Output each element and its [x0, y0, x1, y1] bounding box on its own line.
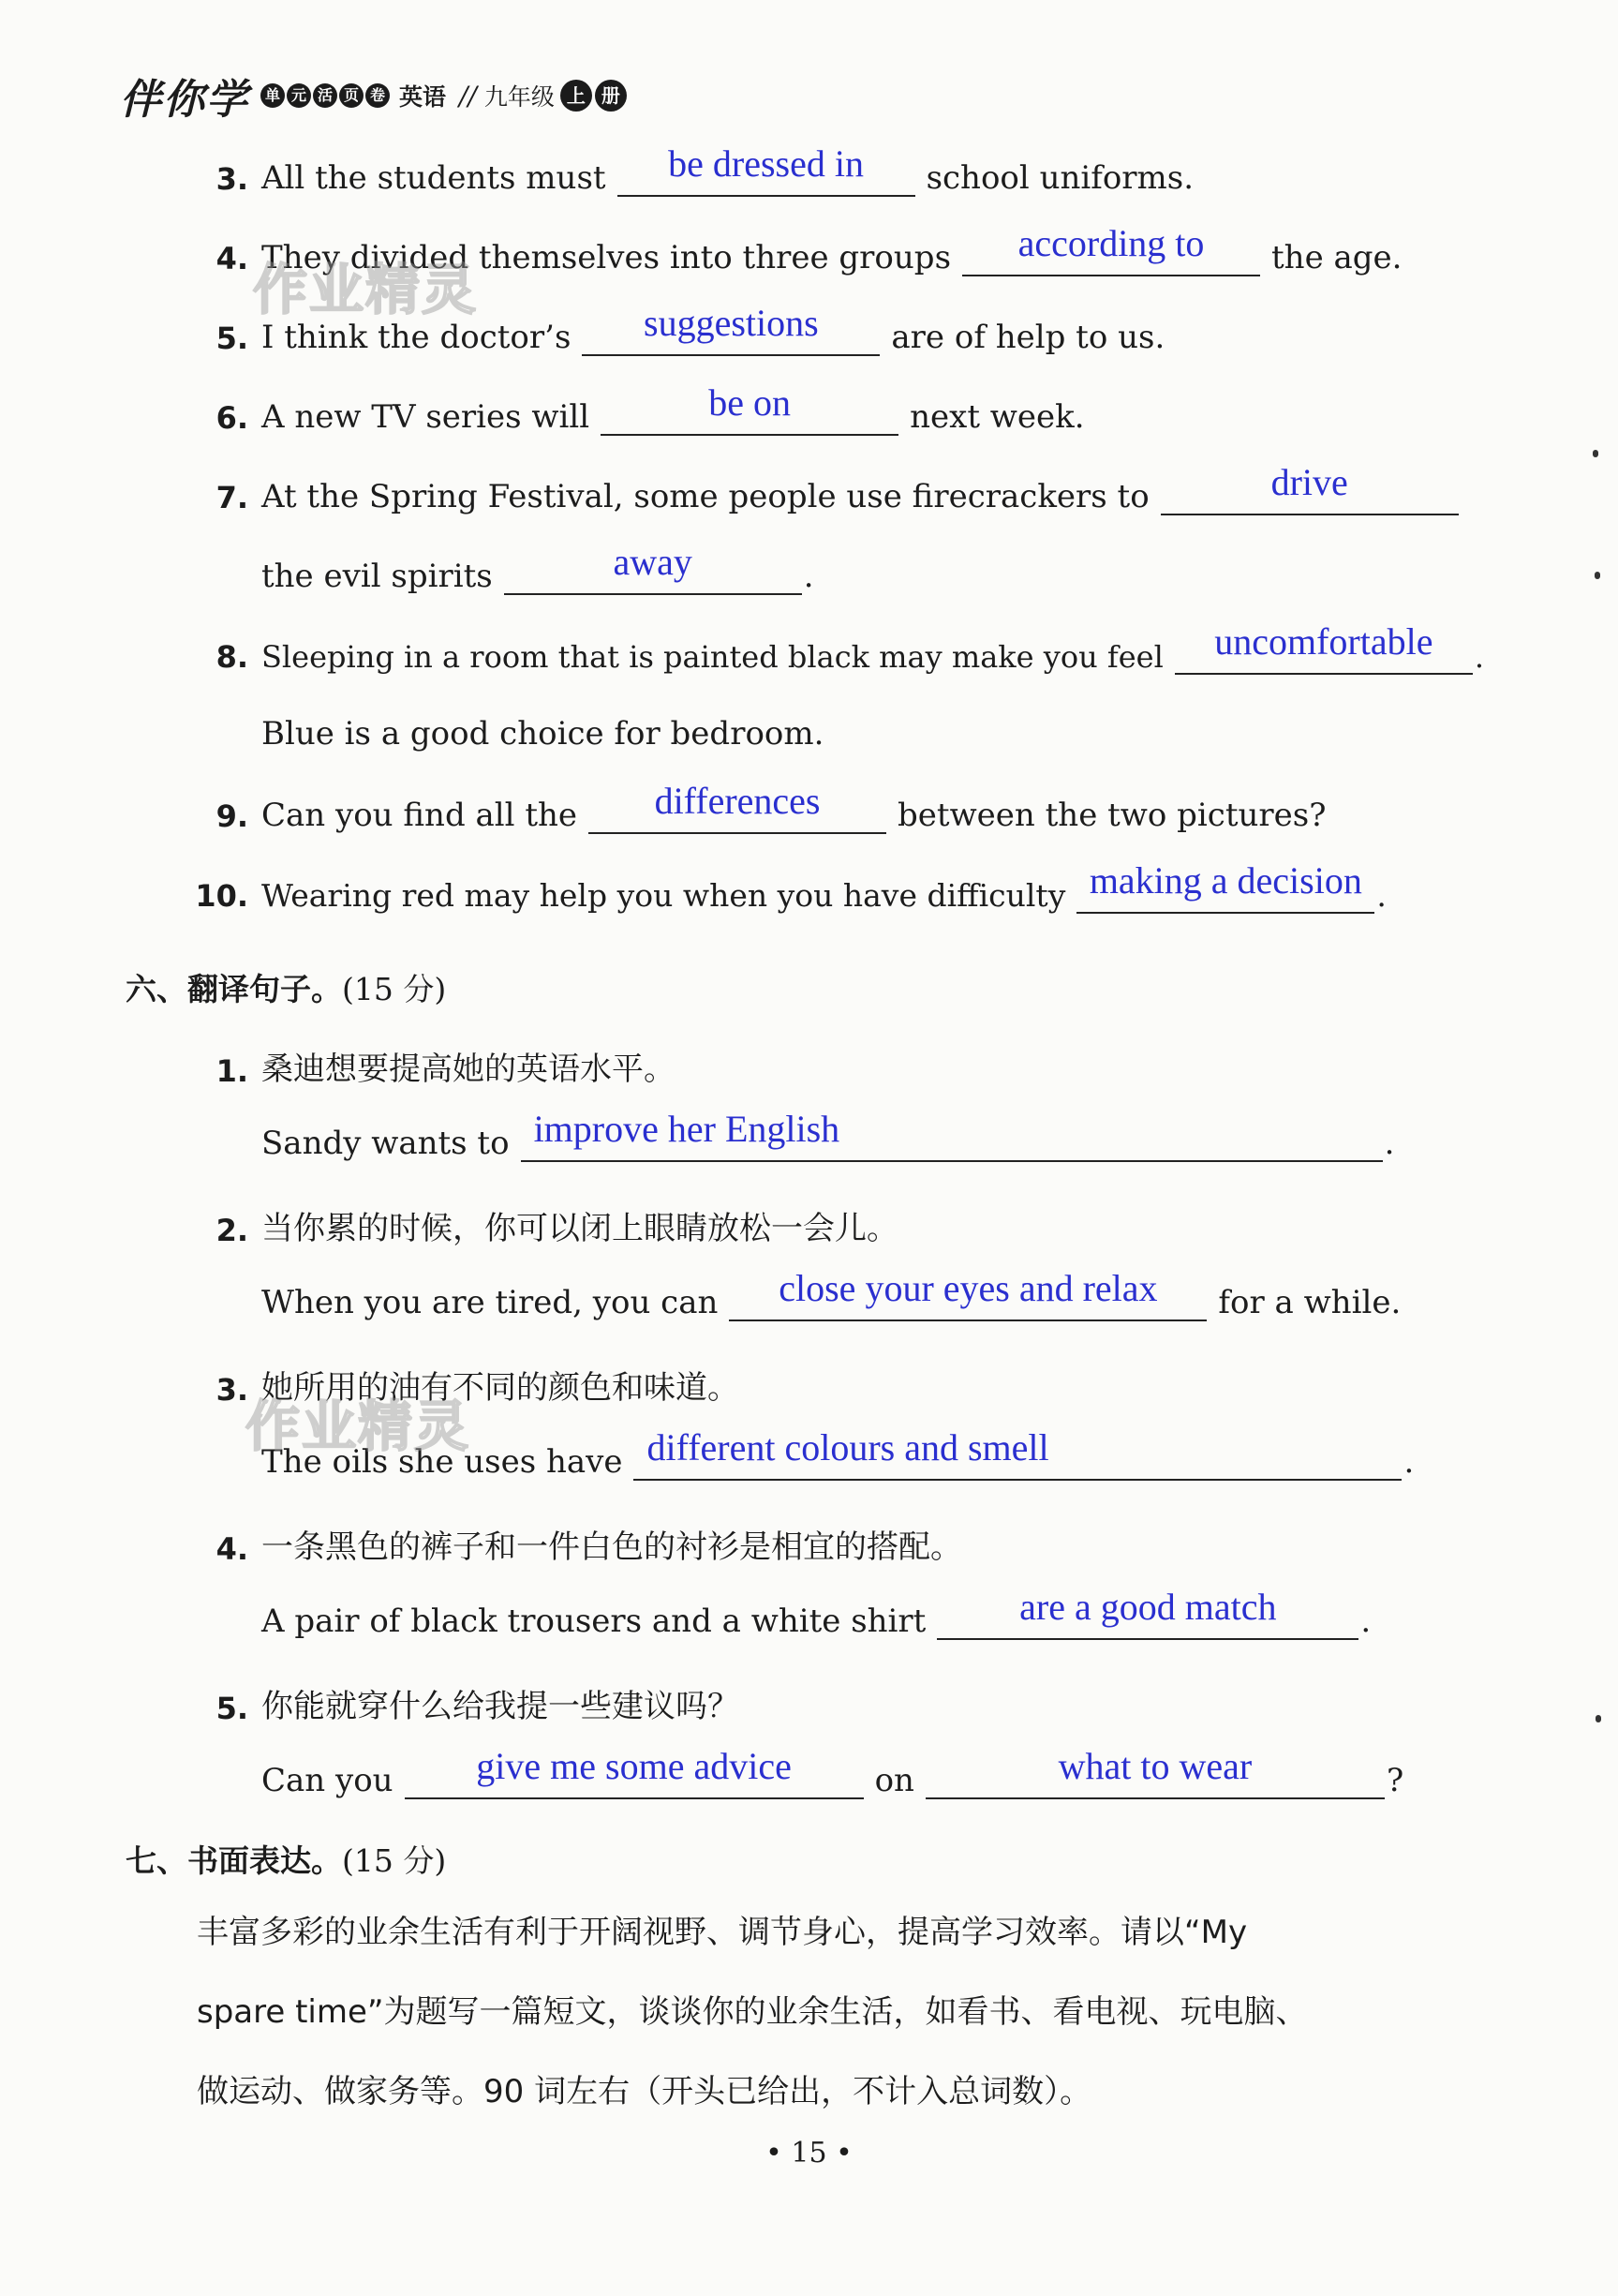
chinese-sentence: 桑迪想要提高她的英语水平。 [261, 1051, 675, 1088]
chinese-sentence: 当你累的时候，你可以闭上眼睛放松一会儿。 [261, 1210, 898, 1247]
item-text: next week. [910, 398, 1085, 436]
item-text: When you are tired, you can [261, 1284, 719, 1321]
section-score: (15 分) [342, 1842, 447, 1879]
series-char: 元 [287, 83, 311, 108]
item-number: 5. [215, 1691, 248, 1726]
answer-text: different colours and smell [646, 1426, 1049, 1469]
item-text: . [1376, 877, 1387, 914]
item-text: . [1403, 1443, 1415, 1481]
answer-blank[interactable] [633, 1426, 1402, 1481]
answer-blank[interactable] [504, 541, 802, 595]
item-text: . [1384, 1125, 1395, 1162]
answer-blank[interactable] [521, 1108, 1383, 1162]
fill-item [0, 381, 1085, 436]
brand-logo: 伴你学 [120, 76, 249, 124]
answer-blank[interactable] [926, 1745, 1385, 1799]
series-char: 卷 [365, 83, 390, 108]
item-text: . [1360, 1603, 1372, 1640]
item-text: are of help to us. [891, 319, 1165, 356]
answer-blank[interactable] [617, 142, 915, 197]
answer-blank[interactable] [937, 1586, 1358, 1640]
item-text: Sandy wants to [261, 1125, 510, 1162]
answer-blank[interactable] [1076, 859, 1374, 914]
answer-text: drive [1270, 461, 1348, 503]
translation-answer [0, 1745, 1404, 1799]
item-text: A pair of black trousers and a white shirt [261, 1603, 927, 1640]
volume-char: 册 [595, 80, 627, 112]
watermark: 作业精灵 [253, 258, 479, 321]
item-text: . [803, 558, 814, 595]
writing-instructions [197, 1893, 1415, 2132]
chinese-sentence: 你能就穿什么给我提一些建议吗？ [261, 1688, 739, 1725]
answer-text: according to [1017, 222, 1205, 264]
answer-text: close your eyes and relax [779, 1267, 1158, 1309]
answer-text: away [613, 541, 692, 583]
item-text: school uniforms. [926, 159, 1195, 197]
item-text: the evil spirits [261, 558, 493, 595]
fill-item [0, 541, 814, 595]
answer-text: be on [708, 381, 792, 424]
answer-blank[interactable] [1175, 620, 1473, 675]
answer-text: making a decision [1089, 859, 1362, 902]
fill-item [0, 302, 1165, 356]
series-char: 单 [260, 83, 285, 108]
item-text: The oils she uses have [261, 1443, 623, 1481]
instruction-line: spare time”为题写一篇短文，谈谈你的业余生活，如看书、看电视、玩电脑、 [197, 1993, 1308, 2031]
item-number: 3. [215, 161, 248, 197]
answer-text: suggestions [644, 302, 819, 344]
chinese-sentence: 她所用的油有不同的颜色和味道。 [261, 1369, 739, 1407]
item-number: 7. [215, 480, 248, 515]
fill-item [0, 780, 1327, 834]
page-number: • 15 • [765, 2137, 853, 2169]
instruction-line: 丰富多彩的业余生活有利于开阔视野、调节身心，提高学习效率。请以“My [197, 1914, 1248, 1951]
fill-item [0, 620, 1485, 675]
translation-prompt [0, 1521, 962, 1567]
answer-blank[interactable] [962, 222, 1260, 276]
grade-label: 九年级 [483, 83, 555, 111]
item-text: Wearing red may help you when you have difficulty [261, 877, 1066, 914]
item-text: Can you find all the [261, 797, 578, 834]
item-text: I think the doctor’s [261, 319, 571, 356]
item-number: 4. [215, 1531, 248, 1567]
item-number: 5. [215, 321, 248, 356]
answer-text: differences [654, 780, 821, 822]
fill-item [0, 461, 1470, 515]
item-number: 4. [215, 241, 248, 276]
item-text: All the students must [261, 159, 606, 197]
answer-blank[interactable] [729, 1267, 1207, 1321]
item-number: 6. [215, 400, 248, 436]
translation-answer [0, 1267, 1402, 1321]
item-number: 1. [215, 1053, 248, 1089]
series-char: 页 [339, 83, 364, 108]
item-text: At the Spring Festival, some people use firecrackers to [261, 478, 1150, 515]
answer-text: improve her English [533, 1108, 840, 1150]
answer-blank[interactable] [1161, 461, 1459, 515]
answer-blank[interactable] [588, 780, 886, 834]
translation-prompt [0, 1202, 898, 1248]
answer-text: what to wear [1058, 1745, 1253, 1787]
fill-item [0, 222, 1403, 276]
subject-label: 英语 [399, 83, 447, 111]
item-text: Blue is a good choice for bedroom. [261, 715, 824, 753]
translation-answer [0, 1586, 1372, 1640]
translation-answer [0, 1108, 1395, 1162]
fill-item [0, 715, 824, 753]
item-text: . [1474, 639, 1485, 675]
answer-blank[interactable] [601, 381, 898, 436]
chinese-sentence: 一条黑色的裤子和一件白色的衬衫是相宜的搭配。 [261, 1528, 962, 1566]
fill-item [0, 859, 1387, 914]
watermark: 作业精灵 [245, 1394, 471, 1458]
item-number: 2. [215, 1213, 248, 1248]
instruction-line: 做运动、做家务等。90 词左右（开头已给出，不计入总词数）。 [197, 2073, 1092, 2110]
volume-char: 上 [560, 80, 592, 112]
translation-prompt [0, 1680, 739, 1726]
answer-text: uncomfortable [1214, 620, 1433, 663]
item-number: 8. [215, 639, 248, 675]
section-heading [126, 965, 446, 1009]
answer-blank[interactable] [582, 302, 880, 356]
item-text: for a while. [1218, 1284, 1402, 1321]
translation-prompt [0, 1043, 675, 1089]
answer-text: are a good match [1019, 1586, 1277, 1628]
item-number: 3. [215, 1372, 248, 1408]
answer-text: be dressed in [668, 142, 864, 185]
item-text: They divided themselves into three groups [261, 239, 952, 276]
item-text: ? [1386, 1762, 1404, 1799]
section-title: 六、翻译句子。 [126, 971, 342, 1007]
item-text: the age. [1271, 239, 1403, 276]
scan-speck [1593, 450, 1598, 457]
series-char: 活 [313, 83, 337, 108]
item-text: A new TV series will [261, 398, 590, 436]
series-badge [260, 83, 392, 108]
scan-speck [1595, 572, 1600, 579]
fill-item [0, 142, 1195, 197]
section-heading [126, 1837, 446, 1881]
section-title: 七、书面表达。 [126, 1842, 342, 1879]
item-number: 9. [215, 798, 248, 834]
item-text: Can you [261, 1762, 393, 1799]
answer-text: give me some advice [476, 1745, 792, 1787]
page-header [120, 67, 630, 124]
item-text: on [874, 1762, 914, 1799]
item-number: 10. [195, 878, 248, 914]
section-score: (15 分) [342, 971, 447, 1007]
scan-speck [1596, 1715, 1601, 1722]
header-divider: // [459, 80, 477, 112]
item-text: Sleeping in a room that is painted black may make you feel [261, 639, 1164, 675]
answer-blank[interactable] [405, 1745, 864, 1799]
item-text: between the two pictures? [898, 797, 1327, 834]
